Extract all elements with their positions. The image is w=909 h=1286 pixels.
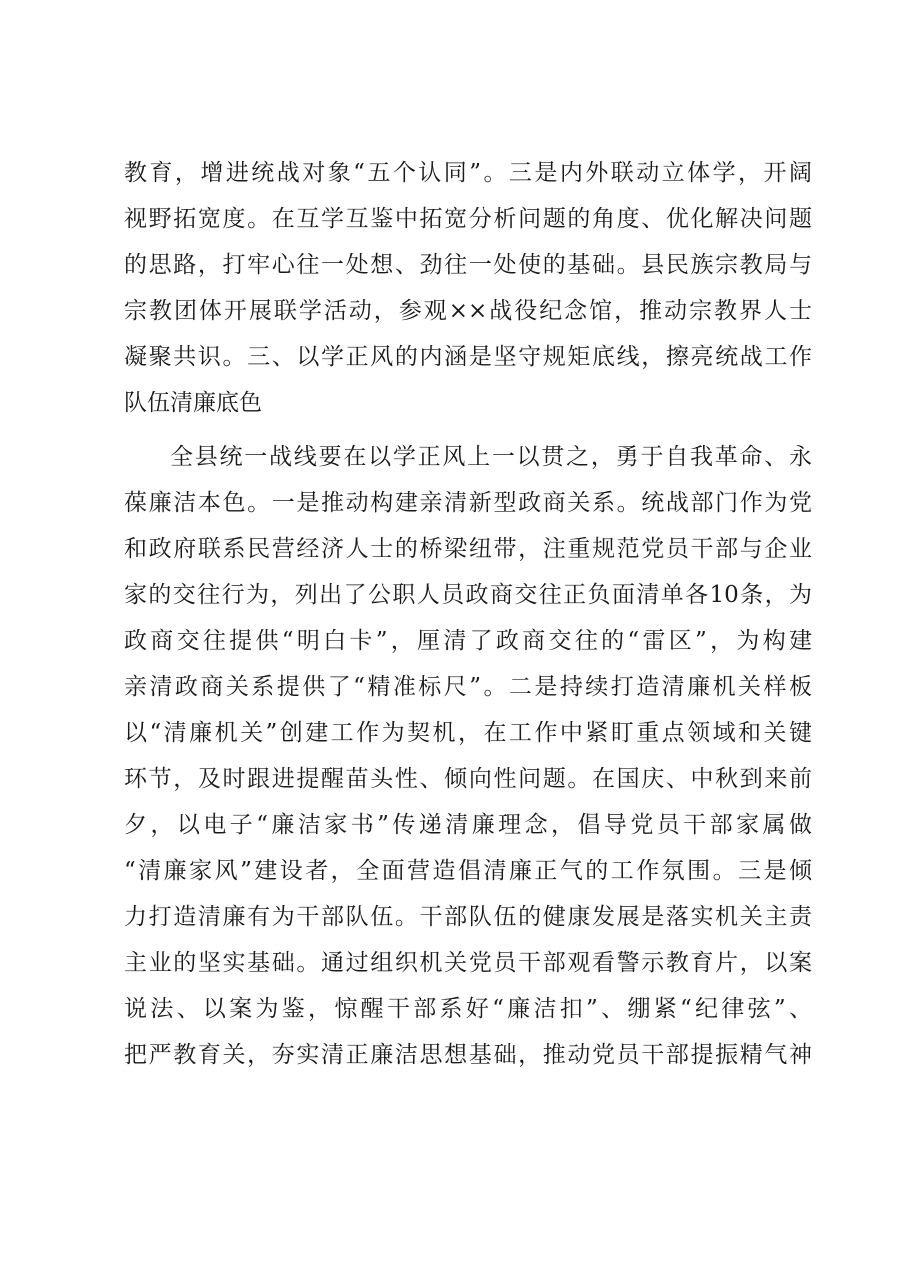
text-line: 夕，以电子“廉洁家书”传递清廉理念，倡导党员干部家属做 [124,812,812,838]
paragraph-1 [124,150,812,426]
text-line: 力打造清廉有为干部队伍。干部队伍的健康发展是落实机关主责 [124,904,812,930]
text-line: 主业的坚实基础。通过组织机关党员干部观看警示教育片，以案 [124,950,812,976]
text-line: 家的交往行为，列出了公职人员政商交往正负面清单各10条，为 [124,582,812,608]
text-line: 葆廉洁本色。一是推动构建亲清新型政商关系。统战部门作为党 [124,490,812,516]
text-line: “清廉家风”建设者，全面营造倡清廉正气的工作氛围。三是倾 [124,858,812,884]
text-line: 全县统一战线要在以学正风上一以贯之，勇于自我革命、永 [170,444,812,470]
text-line: 凝聚共识。三、以学正风的内涵是坚守规矩底线，擦亮统战工作 [124,344,812,370]
text-line: 队伍清廉底色 [124,390,262,416]
text-line: 亲清政商关系提供了“精准标尺”。二是持续打造清廉机关样板 [124,674,812,700]
text-line: 宗教团体开展联学活动，参观××战役纪念馆，推动宗教界人士 [124,298,812,324]
text-line: 政商交往提供“明白卡”，厘清了政商交往的“雷区”，为构建 [124,628,812,654]
text-line: 以“清廉机关”创建工作为契机，在工作中紧盯重点领域和关键 [124,720,812,746]
text-line: 说法、以案为鉴，惊醒干部系好“廉洁扣”、绷紧“纪律弦”、 [124,996,812,1022]
text-line: 和政府联系民营经济人士的桥梁纽带，注重规范党员干部与企业 [124,536,812,562]
text-line: 的思路，打牢心往一处想、劲往一处使的基础。县民族宗教局与 [124,252,812,278]
text-line: 把严教育关，夯实清正廉洁思想基础，推动党员干部提振精气神 [124,1042,812,1068]
document-page [124,150,812,1078]
paragraph-2 [124,434,812,1078]
text-line: 环节，及时跟进提醒苗头性、倾向性问题。在国庆、中秋到来前 [124,766,812,792]
text-line: 教育，增进统战对象“五个认同”。三是内外联动立体学，开阔 [124,160,812,186]
text-line: 视野拓宽度。在互学互鉴中拓宽分析问题的角度、优化解决问题 [124,206,812,232]
